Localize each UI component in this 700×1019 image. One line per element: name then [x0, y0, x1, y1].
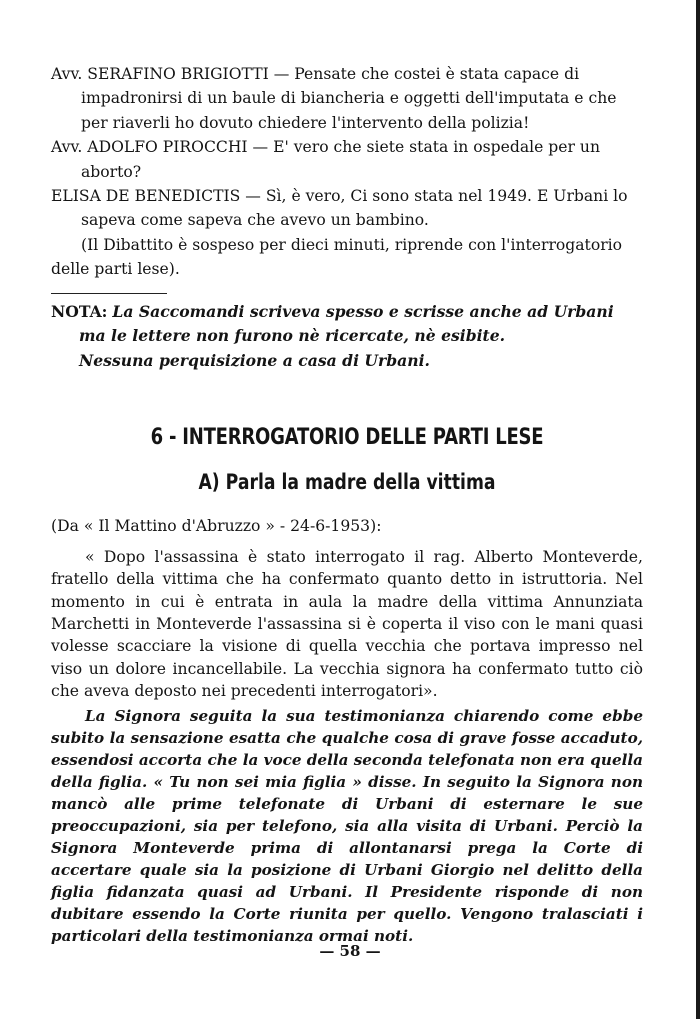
- nota-text: La Saccomandi scriveva spesso e scrisse anche ad Urbani ma le lettere non furono nè ricercate, nè esibite.: [79, 301, 614, 346]
- subsection-title: A) Parla la madre della vittima: [198, 470, 496, 495]
- page-number: — 58 —: [319, 942, 381, 960]
- dialogue-line: Avv. ADOLFO PIROCCHI — E' vero che siete stata in ospedale per un aborto?: [51, 138, 601, 181]
- narrative-paragraph: La Signora seguita la sua testimonianza chiarendo come ebbe subito la sensazione esatta che qualche cosa di grave fosse accaduto, essendosi accorta che la voce della seconda telefonata non era quella della figlia. « Tu non sei mia figlia » disse. In seguito la Signora non mancò alle prime telefonate di Urbani di esternare le sue preoccupazioni, sia per telefono, sia alla visita di Urbani. Perciò la Signora Monteverde prima di allontanarsi prega la Corte di accertare quale sia la posizione di Urbani Giorgio nel delitto della figlia fidanzata quasi ad Urbani. Il Presidente risponde di non dubitare essendo la Corte riunita per quello. Vengono tralasciati i particolari della testimonianza ormai noti.: [51, 707, 643, 946]
- footnote-divider: [51, 293, 167, 294]
- page-edge-shadow: [696, 0, 700, 1019]
- nota-block: [51, 300, 643, 373]
- section-title: 6 - INTERROGATORIO DELLE PARTI LESE: [150, 425, 544, 451]
- newspaper-quote: « Dopo l'assassina è stato interrogato il rag. Alberto Monteverde, fratello della vittima che ha confermato quanto detto in istruttoria. Nel momento in cui è entrata in aula la madre della vittima Annunziata Marchetti in Monteverde l'assassina si è coperta il viso con le mani quasi volesse scacciare la visione di quella vecchia che portava impresso nel viso un dolore incancellabile. La vecchia signora ha confermato tutto ciò che aveva deposto nei precedenti interrogatori».: [51, 548, 643, 700]
- nota-text-2: Nessuna perquisizione a casa di Urbani.: [79, 351, 430, 371]
- dialogue-line: ELISA DE BENEDICTIS — Sì, è vero, Ci sono stata nel 1949. E Urbani lo sapeva come sapeva che avevo un bambino.: [51, 187, 628, 230]
- document-page: [51, 62, 643, 947]
- dialogue-block: [51, 62, 643, 282]
- dialogue-line: Avv. SERAFINO BRIGIOTTI — Pensate che costei è stata capace di impadronirsi di un baule di biancheria e oggetti dell'imputata e che per riaverli ho dovuto chiedere l'intervento della polizia!: [51, 65, 617, 132]
- nota-label: NOTA:: [51, 301, 108, 321]
- parenthetical-note: (Il Dibattito è sospeso per dieci minuti, riprende con l'interrogatorio delle parti lese).: [51, 235, 623, 279]
- source-citation: (Da « Il Mattino d'Abruzzo » - 24-6-1953):: [51, 517, 382, 536]
